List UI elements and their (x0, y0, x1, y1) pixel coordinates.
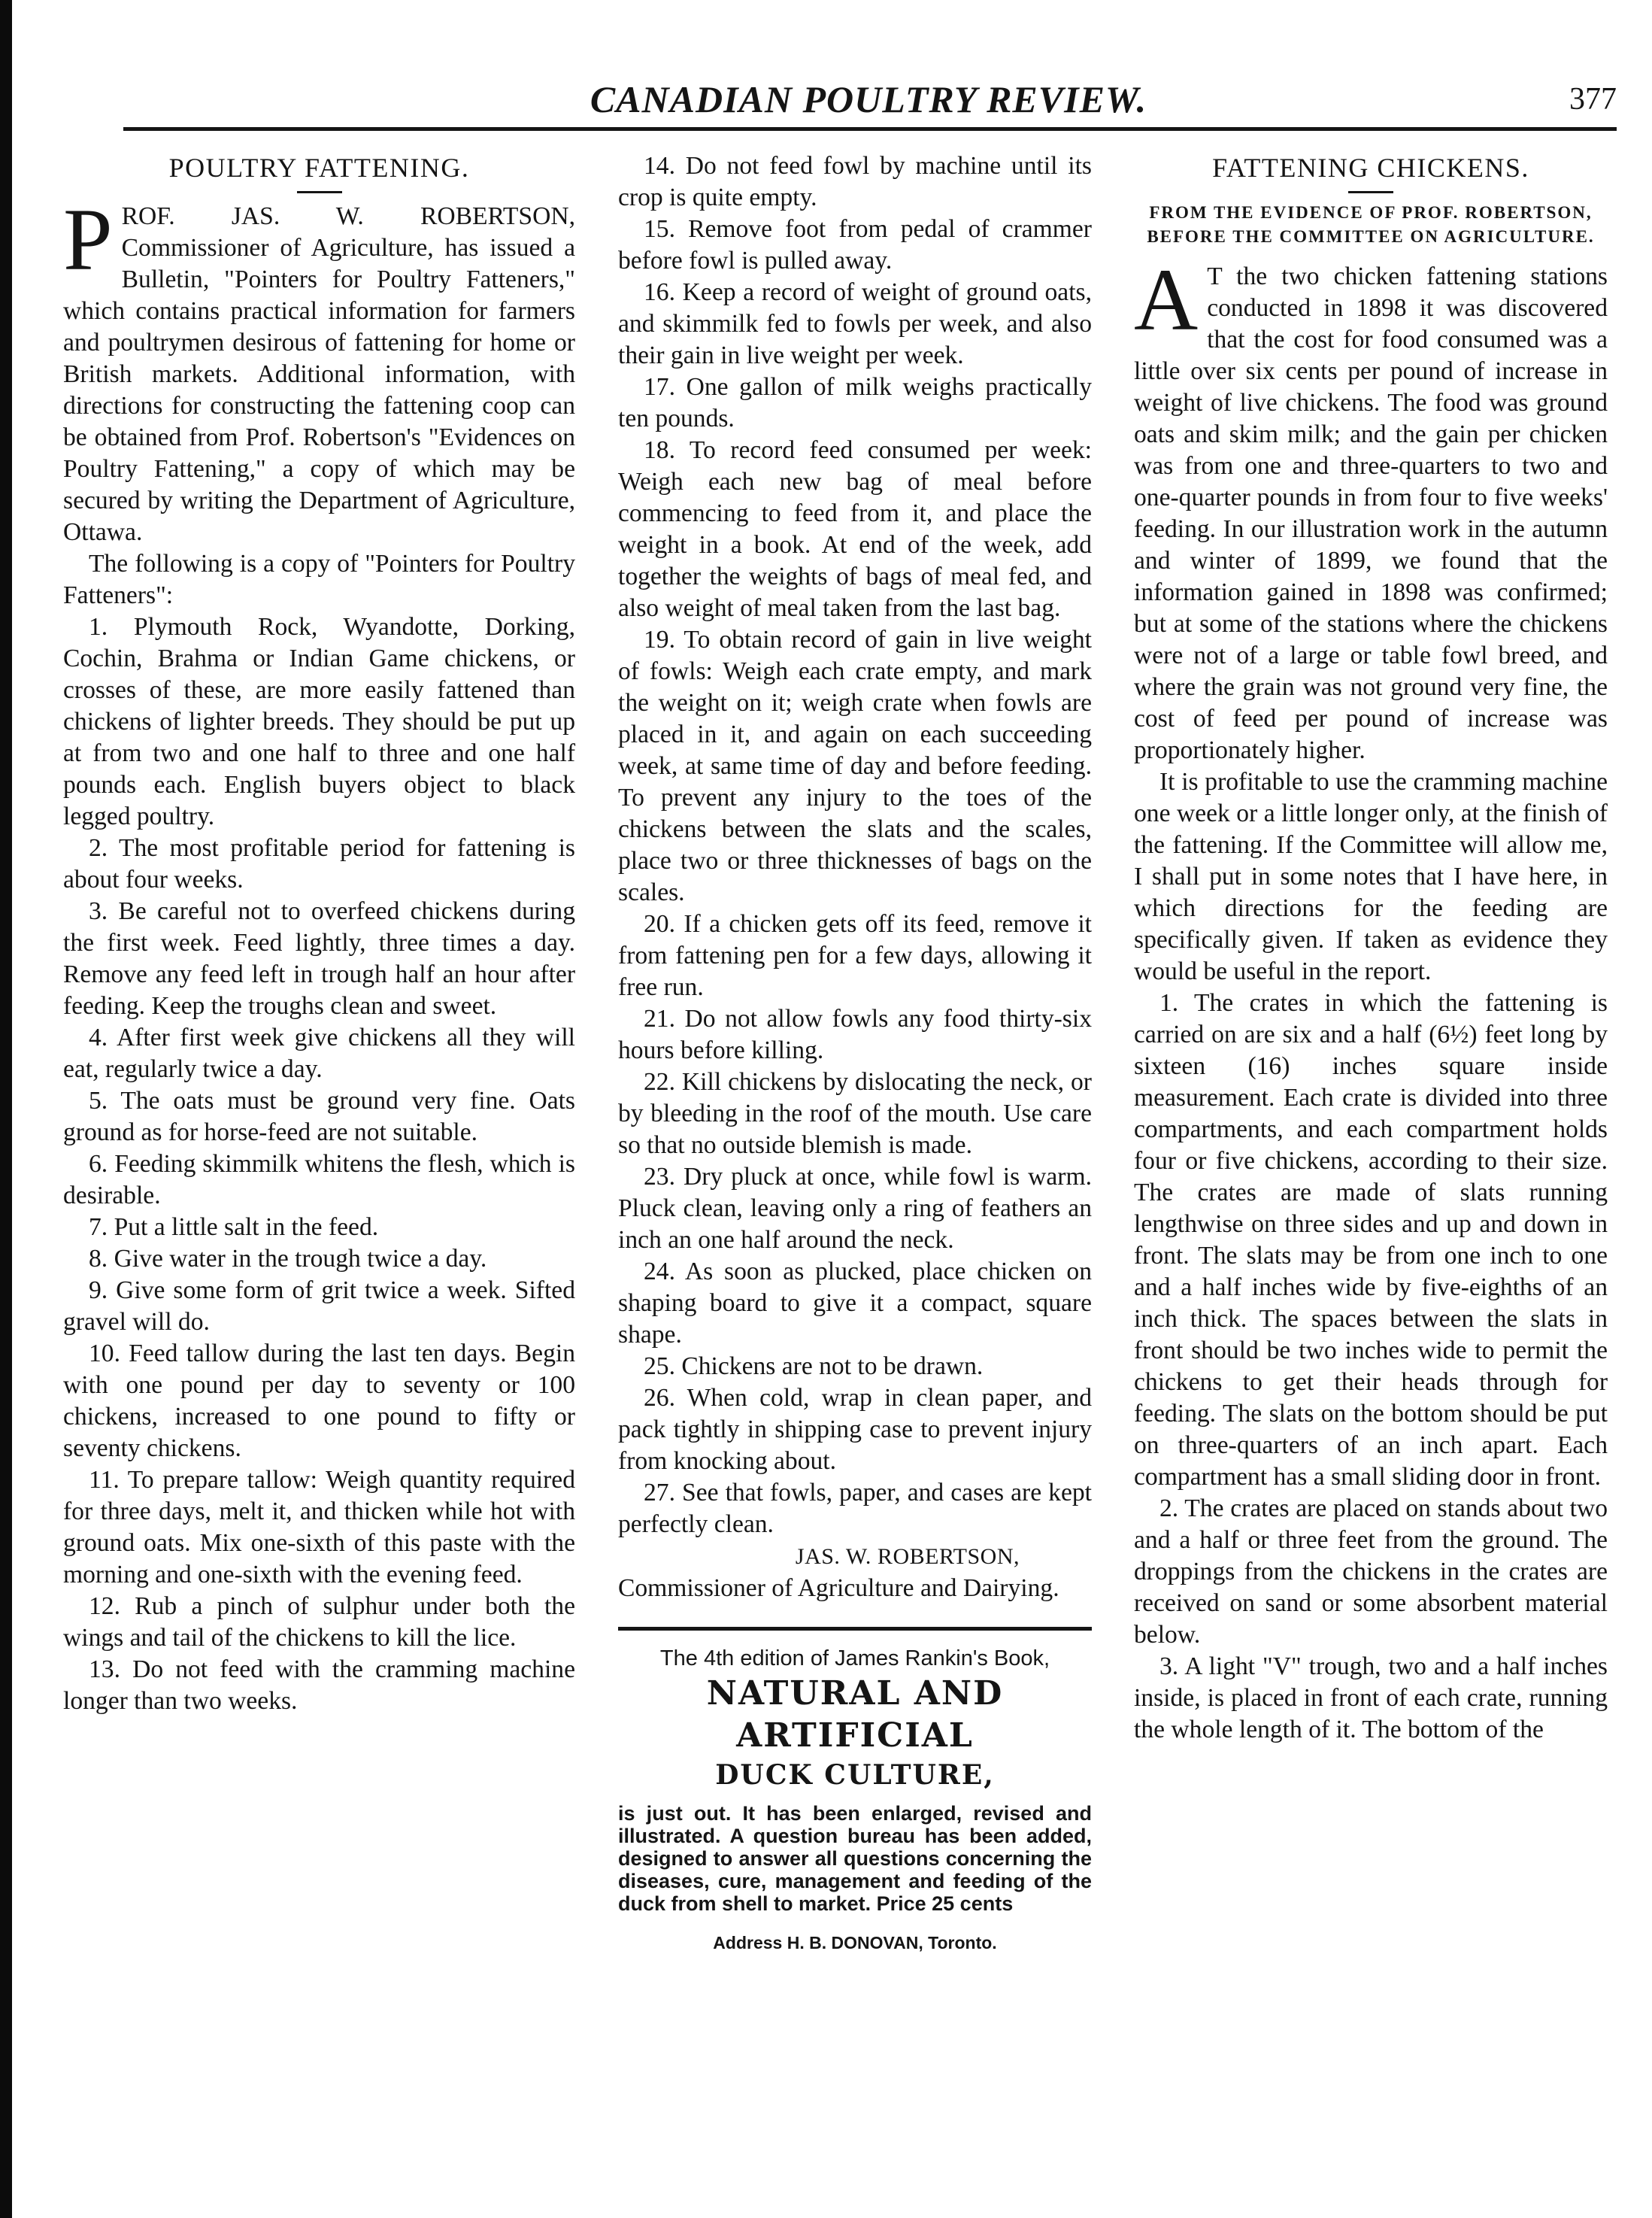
paragraph: 21. Do not allow fowls any food thirty-six hours before killing. (618, 1005, 1092, 1064)
title-dash (297, 191, 342, 193)
paragraph: It is profitable to use the cramming machine one week or a little longer only, at the finish of the fattening. If the Committee will allow me, I shall put in some notes that I have here, in which directions for the feeding are specifically given. If taken as evidence they would be useful in the report. (1134, 768, 1608, 985)
header-rule (123, 127, 1617, 131)
ad-edition-line: The 4th edition of James Rankin's Book, (659, 1646, 1050, 1670)
intro-text: ROF. JAS. W. ROBERTSON, Commissioner of Agriculture, has issued a Bulletin, "Pointers for Poultry Fatteners," which contains practical information for farmers and poultrymen desirous of fattening for home or British markets. Additional information, with directions for constructing the fattening coop can be obtained from Prof. Robertson's "Evidences on Poultry Fattening," a copy of which may be secured by writing the Department of Agriculture, Ottawa. (63, 202, 575, 546)
intro-paragraph (1134, 250, 1608, 766)
paragraph: 25. Chickens are not to be drawn. (644, 1352, 984, 1380)
paragraph: 24. As soon as plucked, place chicken on shaping board to give it a compact, square shape. (618, 1258, 1092, 1349)
column-pointers-continued (618, 150, 1092, 1954)
paragraph: 3. A light "V" trough, two and a half inches inside, is placed in front of each crate, running the whole length of it. The bottom of the (1134, 1652, 1608, 1743)
paragraph: 11. To prepare tallow: Weigh quantity required for three days, melt it, and thicken while hot with ground oats. Mix one-sixth of this paste with the morning and one-sixth with the evening feed. (63, 1466, 575, 1588)
title-dash (1348, 191, 1393, 193)
page-header (120, 77, 1617, 129)
paragraph: 13. Do not feed with the cramming machine longer than two weeks. (63, 1655, 575, 1715)
paragraph: 7. Put a little salt in the feed. (89, 1213, 379, 1241)
paragraph: 14. Do not feed fowl by machine until its crop is quite empty. (618, 152, 1092, 211)
column-poultry-fattening (63, 150, 575, 1717)
paragraph: 16. Keep a record of weight of ground oats, and skimmilk fed to fowls per week, and also their gain in live weight per week. (618, 278, 1092, 369)
ad-body: is just out. It has been enlarged, revised and illustrated. A question bureau has been added, designed to answer all questions concerning the diseases, cure, management and feeding of the duck from shell to market. Price 25 cents (618, 1802, 1092, 1915)
paragraph: 20. If a chicken gets off its feed, remove it from fattening pen for a few days, allowing it free run. (618, 910, 1092, 1001)
paragraph: 1. The crates in which the fattening is carried on are six and a half (6½) feet long by sixteen (16) inches square inside measurement. Each crate is divided into three compartments, and each compartment holds four or five chickens, according to their size. The crates are made of slats running lengthwise on three sides and up and down in front. The slats may be from one inch to one and a half inches wide by five-eighths of an inch thick. The spaces between the slats in front should be two inches wide to permit the chickens to get their heads through for feeding. The slats on the bottom should be put on three-quarters of an inch apart. Each compartment has a small sliding door in front. (1134, 989, 1608, 1491)
drop-cap: P (63, 190, 113, 289)
paragraph: 27. See that fowls, paper, and cases are kept perfectly clean. (618, 1479, 1092, 1538)
paragraph: 1. Plymouth Rock, Wyandotte, Dorking, Cochin, Brahma or Indian Game chickens, or crosses of these, are more easily fattened than chickens of lighter breeds. They should be put up at from two and one half to three and one half pounds each. English buyers object to black legged poultry. (63, 613, 575, 830)
article-title: FATTENING CHICKENS. (1212, 153, 1529, 183)
paragraph: 2. The most profitable period for fattening is about four weeks. (63, 834, 575, 894)
paragraph: 23. Dry pluck at once, while fowl is warm. Pluck clean, leaving only a ring of feathers an inch an one half around the neck. (618, 1163, 1092, 1254)
ad-address: Address H. B. DONOVAN, Toronto. (713, 1933, 997, 1953)
paragraph: 12. Rub a pinch of sulphur under both the wings and tail of the chickens to kill the lice. (63, 1592, 575, 1652)
paragraph: 10. Feed tallow during the last ten days. Begin with one pound per day to seventy or 100 chickens, increased to one pound to fifty or seventy chickens. (63, 1340, 575, 1462)
paragraph: 3. Be careful not to overfeed chickens during the first week. Feed lightly, three times a day. Remove any feed left in trough half an hour after feeding. Keep the troughs clean and sweet. (63, 897, 575, 1020)
paragraph: 19. To obtain record of gain in live weight of fowls: Weigh each crate empty, and mark the weight on it; weigh crate when fowls are placed in it, and again on each succeeding week, at same time of day and before feeding. To prevent any injury to the toes of the chickens between the slats and the scales, place two or three thicknesses of bags on the scales. (618, 626, 1092, 906)
paragraph: 4. After first week give chickens all they will eat, regularly twice a day. (63, 1024, 575, 1083)
journal-title: CANADIAN POULTRY REVIEW. (590, 78, 1147, 120)
paragraph: 18. To record feed consumed per week: Weigh each new bag of meal before commencing to feed from it, and place the weight in a book. At end of the week, add together the weights of bags of meal fed, and also weight of meal taken from the last bag. (618, 436, 1092, 622)
paragraph: 2. The crates are placed on stands about two and a half or three feet from the ground. The droppings from the chickens in the crates are received on sand or some absorbent material below. (1134, 1494, 1608, 1649)
intro-text: T the two chicken fattening stations conducted in 1898 it was discovered that the cost for food consumed was a little over six cents per pound of increase in weight of live chickens. The food was ground oats and skim milk; and the gain per chicken was from one and three-quarters to two and one-quarter pounds in from four to five weeks' feeding. In our illustration work in the autumn and winter of 1899, we found that the information gained in 1898 was confirmed; but at some of the stations where the chickens were not of a large or table fowl breed, and where the grain was not ground very fine, the cost of feed per pound of increase was proportionately higher. (1134, 262, 1608, 764)
paragraph: The following is a copy of "Pointers for Poultry Fatteners": (63, 550, 575, 609)
article-title: POULTRY FATTENING. (168, 153, 470, 183)
signature-title: Commissioner of Agriculture and Dairying. (618, 1574, 1059, 1602)
page-number: 377 (1569, 82, 1617, 117)
drop-cap: A (1134, 250, 1199, 349)
ad-title-line1: NATURAL AND ARTIFICIAL (706, 1674, 1004, 1755)
paragraph: 5. The oats must be ground very fine. Oats ground as for horse-feed are not suitable. (63, 1087, 575, 1146)
column-fattening-chickens (1134, 150, 1608, 1746)
article-subtitle: FROM THE EVIDENCE OF PROF. ROBERTSON, BEFORE THE COMMITTEE ON AGRICULTURE. (1147, 203, 1595, 246)
page-spine-shadow (0, 0, 12, 2218)
paragraph: 22. Kill chickens by dislocating the neck, or by bleeding in the roof of the mouth. Use care so that no outside blemish is made. (618, 1068, 1092, 1159)
paragraph: 15. Remove foot from pedal of crammer before fowl is pulled away. (618, 215, 1092, 275)
intro-paragraph (63, 190, 575, 548)
paragraph: 26. When cold, wrap in clean paper, and pack tightly in shipping case to prevent injury from knocking about. (618, 1384, 1092, 1475)
book-advertisement (618, 1627, 1092, 1954)
ad-title-line2: DUCK CULTURE, (715, 1759, 995, 1791)
paragraph: 8. Give water in the trough twice a day. (89, 1245, 487, 1273)
paragraph: 9. Give some form of grit twice a week. Sifted gravel will do. (63, 1276, 575, 1336)
paragraph: 6. Feeding skimmilk whitens the flesh, which is desirable. (63, 1150, 575, 1209)
paragraph: 17. One gallon of milk weighs practically ten pounds. (618, 373, 1092, 432)
signature-name: JAS. W. ROBERTSON, (795, 1544, 1020, 1569)
